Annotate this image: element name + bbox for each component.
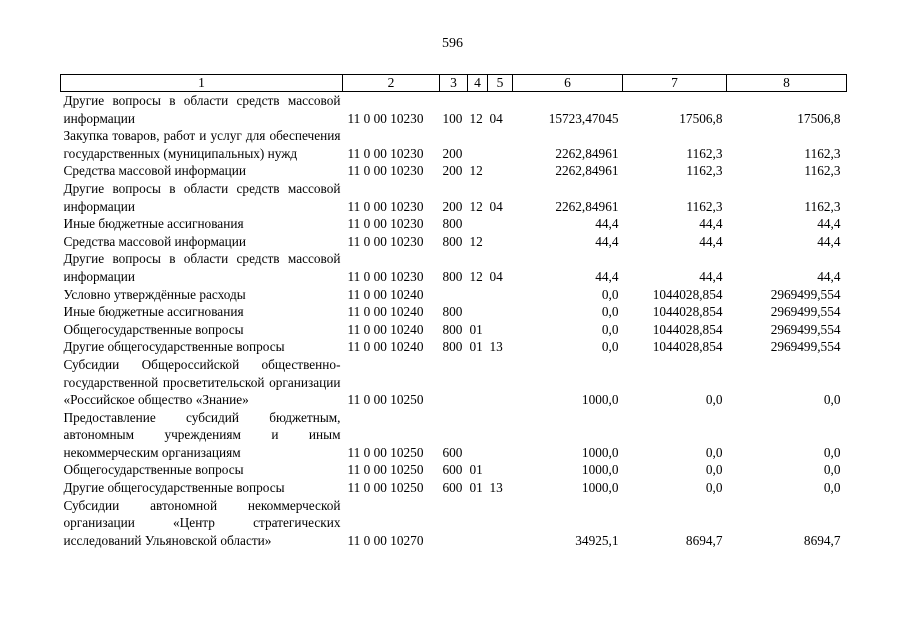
row-subsection	[488, 461, 513, 479]
row-name: Другие вопросы в области средств массовой информации	[63, 251, 341, 284]
row-target-code: 11 0 00 10270	[347, 532, 424, 548]
row-section	[468, 356, 488, 409]
header-cell: 7	[623, 75, 727, 92]
row-target-code: 11 0 00 10240	[347, 286, 424, 302]
row-value-8: 2969499,554	[770, 339, 841, 355]
table-header-row	[61, 75, 847, 92]
row-target-code: 11 0 00 10250	[347, 392, 424, 408]
row-name: Условно утверждённые расходы	[63, 286, 246, 302]
row-section	[468, 303, 488, 321]
table-row	[61, 286, 847, 304]
row-expense-type	[440, 356, 468, 409]
row-section: 12	[469, 268, 483, 284]
row-expense-type: 200	[442, 198, 463, 214]
row-target-code: 11 0 00 10240	[347, 321, 424, 337]
row-name: Общегосударственные вопросы	[63, 321, 244, 337]
header-cell: 5	[488, 75, 513, 92]
row-subsection	[488, 162, 513, 180]
header-cell: 8	[727, 75, 847, 92]
row-subsection	[488, 409, 513, 462]
row-value-6: 0,0	[601, 286, 619, 302]
row-subsection	[488, 497, 513, 550]
row-expense-type: 600	[442, 462, 463, 478]
row-expense-type: 600	[442, 480, 463, 496]
row-value-7: 1044028,854	[652, 321, 723, 337]
row-name: Другие общегосударственные вопросы	[63, 339, 285, 355]
row-target-code: 11 0 00 10230	[347, 145, 424, 161]
row-name: Другие вопросы в области средств массовой информации	[63, 93, 341, 126]
row-value-6: 44,4	[595, 216, 619, 232]
row-value-6: 2262,84961	[555, 198, 619, 214]
row-value-7: 0,0	[705, 392, 723, 408]
row-subsection: 04	[489, 110, 503, 126]
row-value-8: 1162,3	[804, 163, 841, 179]
row-value-6: 44,4	[595, 233, 619, 249]
row-expense-type: 200	[442, 163, 463, 179]
table-row	[61, 180, 847, 215]
row-value-7: 1044028,854	[652, 304, 723, 320]
row-name: Другие вопросы в области средств массовой информации	[63, 180, 341, 214]
row-value-7: 1044028,854	[652, 339, 723, 355]
row-expense-type: 200	[442, 145, 463, 161]
row-value-6: 0,0	[601, 321, 619, 337]
row-expense-type: 800	[442, 321, 463, 337]
row-expense-type: 800	[442, 339, 463, 355]
row-section	[468, 127, 488, 162]
row-value-7: 44,4	[699, 216, 723, 232]
header-cell: 2	[343, 75, 440, 92]
row-section: 12	[469, 110, 483, 126]
row-section: 01	[469, 339, 483, 355]
header-cell: 1	[61, 75, 343, 92]
row-value-7: 1044028,854	[652, 286, 723, 302]
row-value-8: 2969499,554	[770, 286, 841, 302]
row-expense-type: 100	[442, 110, 463, 126]
row-section	[468, 286, 488, 304]
row-subsection: 04	[489, 268, 503, 284]
row-expense-type	[440, 497, 468, 550]
row-value-6: 1000,0	[581, 462, 619, 478]
row-value-7: 44,4	[699, 268, 723, 284]
row-subsection	[488, 356, 513, 409]
row-name: Предоставление субсидий бюджетным, автономным учреждениям и иным некоммерческим организациям	[63, 409, 341, 460]
header-cell: 3	[440, 75, 468, 92]
table-row	[61, 233, 847, 251]
row-value-8: 8694,7	[803, 532, 841, 548]
row-subsection	[488, 233, 513, 251]
row-name: Общегосударственные вопросы	[63, 462, 244, 478]
row-value-8: 44,4	[817, 268, 841, 284]
row-target-code: 11 0 00 10250	[347, 444, 424, 460]
row-value-8: 2969499,554	[770, 304, 841, 320]
row-target-code: 11 0 00 10240	[347, 339, 424, 355]
budget-table	[60, 74, 847, 549]
row-section	[468, 497, 488, 550]
row-section: 01	[469, 480, 483, 496]
row-value-6: 1000,0	[581, 444, 619, 460]
row-expense-type: 800	[442, 268, 463, 284]
row-value-8: 44,4	[817, 233, 841, 249]
header-cell: 6	[513, 75, 623, 92]
row-expense-type: 800	[442, 233, 463, 249]
row-value-6: 0,0	[601, 339, 619, 355]
row-name: Средства массовой информации	[63, 233, 247, 249]
row-value-8: 1162,3	[804, 145, 841, 161]
row-section	[468, 409, 488, 462]
row-name: Субсидии автономной некоммерческой организации «Центр стратегических исследований Ульяновской области»	[63, 497, 341, 548]
row-section: 12	[469, 163, 483, 179]
row-target-code: 11 0 00 10230	[347, 216, 424, 232]
row-expense-type: 800	[442, 216, 463, 232]
row-subsection	[488, 303, 513, 321]
row-value-8: 44,4	[817, 216, 841, 232]
row-value-6: 15723,47045	[548, 110, 619, 126]
row-value-7: 17506,8	[679, 110, 723, 126]
row-value-6: 2262,84961	[555, 145, 619, 161]
table-row	[61, 127, 847, 162]
row-target-code: 11 0 00 10230	[347, 110, 424, 126]
row-subsection: 13	[489, 480, 503, 496]
table-row	[61, 250, 847, 285]
row-value-7: 0,0	[705, 462, 723, 478]
row-value-7: 44,4	[699, 233, 723, 249]
row-name: Иные бюджетные ассигнования	[63, 216, 244, 232]
row-value-8: 0,0	[823, 480, 841, 496]
row-value-7: 1162,3	[686, 163, 723, 179]
row-value-6: 1000,0	[581, 480, 619, 496]
row-subsection	[488, 321, 513, 339]
row-value-8: 2969499,554	[770, 321, 841, 337]
row-target-code: 11 0 00 10230	[347, 233, 424, 249]
row-subsection	[488, 127, 513, 162]
row-expense-type: 600	[442, 444, 463, 460]
row-target-code: 11 0 00 10230	[347, 198, 424, 214]
row-section: 01	[469, 321, 483, 337]
table-row	[61, 162, 847, 180]
row-value-6: 0,0	[601, 304, 619, 320]
row-subsection: 04	[489, 198, 503, 214]
table-row	[61, 321, 847, 339]
row-value-8: 17506,8	[797, 110, 841, 126]
table-row	[61, 461, 847, 479]
table-row	[61, 92, 847, 128]
table-row	[61, 479, 847, 497]
row-section: 12	[469, 198, 483, 214]
row-value-6: 2262,84961	[555, 163, 619, 179]
row-value-8: 0,0	[823, 392, 841, 408]
row-value-6: 44,4	[595, 268, 619, 284]
table-row	[61, 215, 847, 233]
row-section	[468, 215, 488, 233]
row-value-6: 1000,0	[581, 392, 619, 408]
row-name: Другие общегосударственные вопросы	[63, 480, 285, 496]
row-name: Субсидии Общероссийской общественно-государственной просветительской организации «Российское общество «Знание»	[63, 356, 341, 408]
row-name: Иные бюджетные ассигнования	[63, 304, 244, 320]
table-body	[61, 92, 847, 550]
header-cell: 4	[468, 75, 488, 92]
page-number: 596	[442, 36, 463, 51]
row-section: 01	[469, 462, 483, 478]
row-value-7: 1162,3	[686, 198, 723, 214]
row-subsection: 13	[489, 339, 503, 355]
row-subsection	[488, 215, 513, 233]
row-value-8: 0,0	[823, 462, 841, 478]
row-expense-type: 800	[442, 304, 463, 320]
row-value-7: 0,0	[705, 444, 723, 460]
row-target-code: 11 0 00 10250	[347, 480, 424, 496]
row-value-7: 0,0	[705, 480, 723, 496]
row-value-7: 8694,7	[685, 532, 723, 548]
row-name: Средства массовой информации	[63, 163, 247, 179]
row-name: Закупка товаров, работ и услуг для обеспечения государственных (муниципальных) нужд	[63, 128, 341, 161]
row-value-6: 34925,1	[575, 532, 619, 548]
table-row	[61, 356, 847, 409]
table-row	[61, 338, 847, 356]
row-target-code: 11 0 00 10230	[347, 163, 424, 179]
row-value-8: 0,0	[823, 444, 841, 460]
table-row	[61, 409, 847, 462]
row-value-8: 1162,3	[804, 198, 841, 214]
table-row	[61, 303, 847, 321]
row-subsection	[488, 286, 513, 304]
row-section: 12	[469, 233, 483, 249]
row-expense-type	[440, 286, 468, 304]
table-row	[61, 497, 847, 550]
row-target-code: 11 0 00 10230	[347, 268, 424, 284]
row-target-code: 11 0 00 10240	[347, 304, 424, 320]
row-target-code: 11 0 00 10250	[347, 462, 424, 478]
row-value-7: 1162,3	[686, 145, 723, 161]
